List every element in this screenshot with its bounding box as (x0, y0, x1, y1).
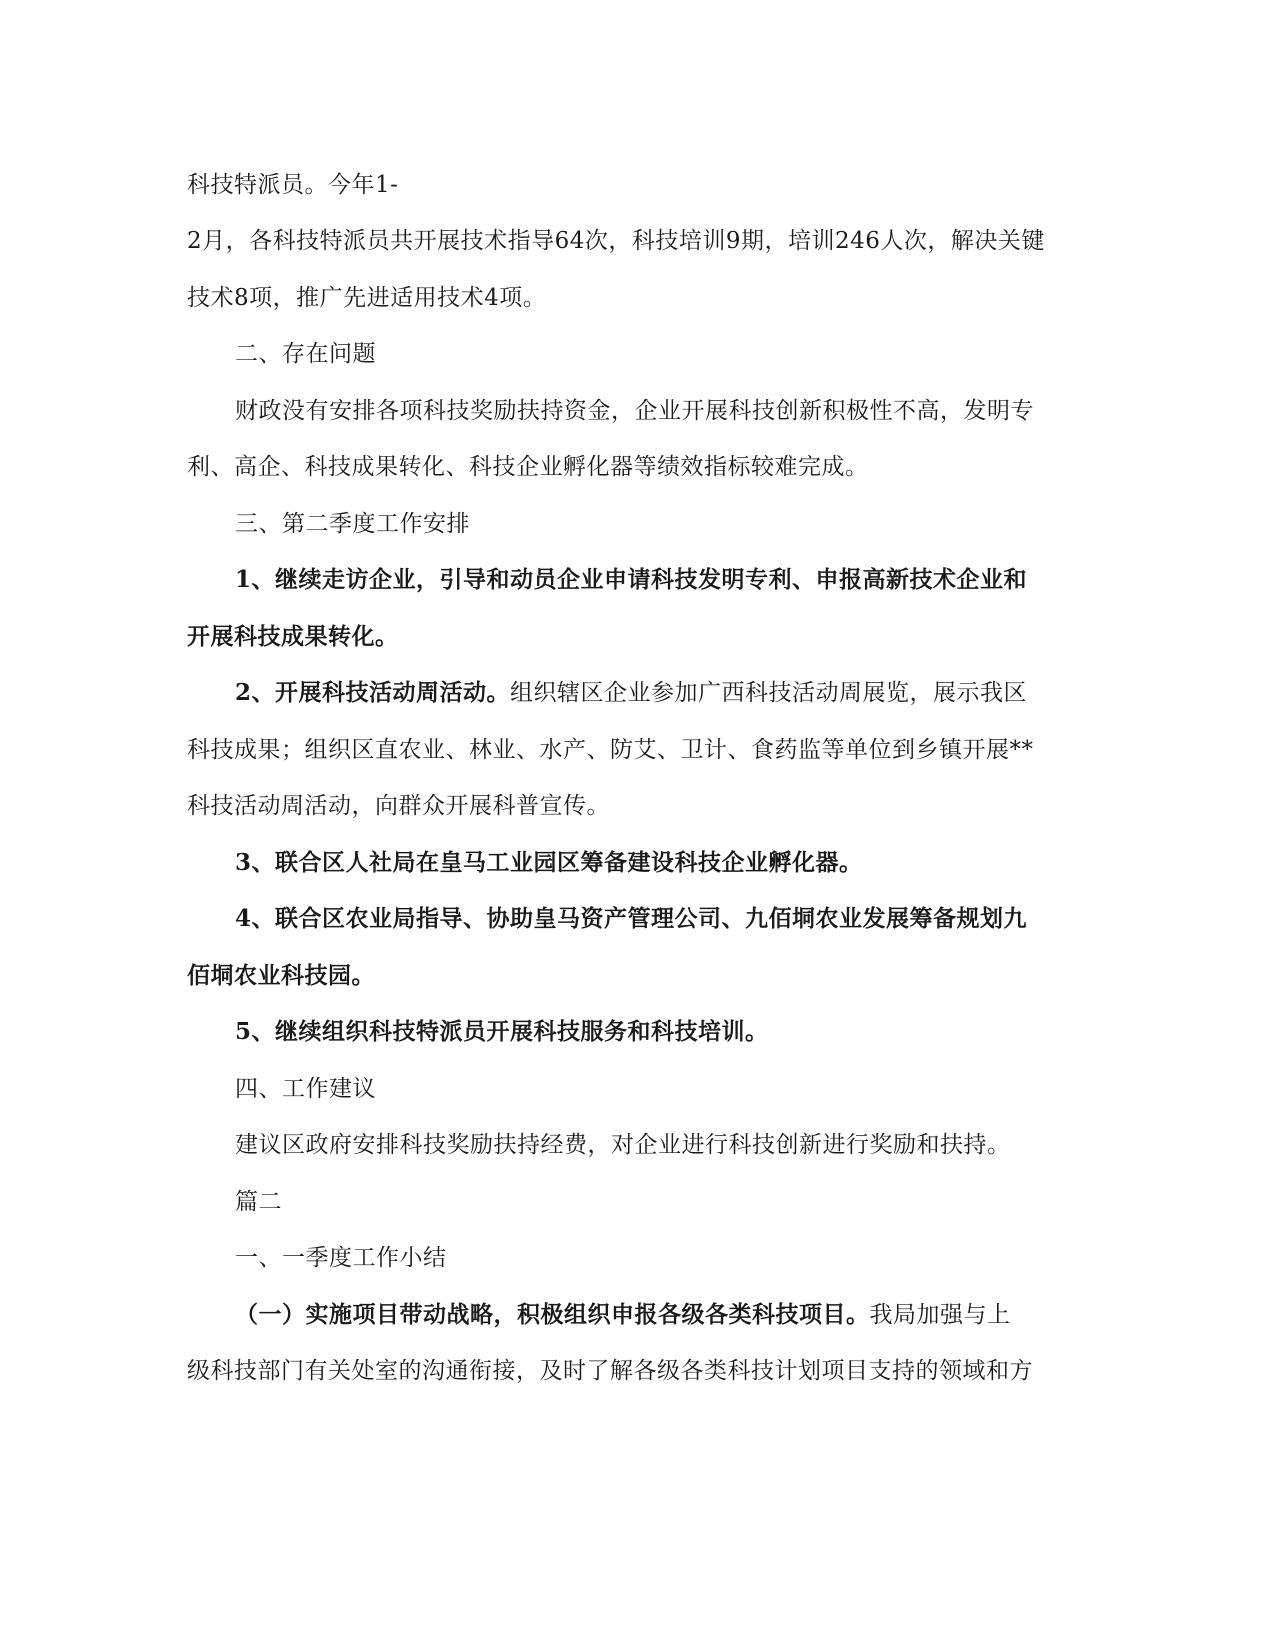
text-line: 建议区政府安排科技奖励扶持经费，对企业进行科技创新进行奖励和扶持。 (235, 1132, 1011, 1158)
text-line: 科技特派员。今年1- (187, 172, 399, 198)
section-heading: 三、第二季度工作安排 (235, 511, 470, 537)
text-line: 技术8项，推广先进适用技术4项。 (187, 285, 547, 311)
bold-lead-text: （一）实施项目带动战略，积极组织申报各级各类科技项目。 (235, 1301, 870, 1328)
section-heading: 二、存在问题 (235, 341, 376, 367)
bold-lead-text: 2、开展科技活动周活动。 (235, 679, 511, 706)
bold-text-line: 佰垌农业科技园。 (187, 962, 375, 989)
text-line: 级科技部门有关处室的沟通衔接，及时了解各级各类科技计划项目支持的领域和方 (187, 1358, 1033, 1384)
continuation-text: 我局加强与上 (869, 1302, 1011, 1328)
bold-text-line: 5、继续组织科技特派员开展科技服务和科技培训。 (235, 1018, 769, 1045)
text-line: 科技成果；组织区直农业、林业、水产、防艾、卫计、食药监等单位到乡镇开展** (187, 737, 1034, 763)
bold-text-line: 1、继续走访企业，引导和动员企业申请科技发明专利、申报高新技术企业和 (235, 566, 1028, 593)
section-heading: 四、工作建议 (235, 1076, 376, 1102)
text-line: 利、高企、科技成果转化、科技企业孵化器等绩效指标较难完成。 (187, 454, 869, 480)
bold-text-line: 3、联合区人社局在皇马工业园区筹备建设科技企业孵化器。 (235, 849, 863, 876)
text-line: 财政没有安排各项科技奖励扶持资金，企业开展科技创新积极性不高，发明专 (235, 398, 1034, 424)
text-line: 科技活动周活动，向群众开展科普宣传。 (187, 793, 610, 819)
section-heading: 一、一季度工作小结 (235, 1245, 447, 1271)
text-line (235, 678, 1135, 708)
text-line: 2月，各科技特派员共开展技术指导64次，科技培训9期，培训246人次，解决关键 (187, 228, 1045, 254)
bold-text-line: 开展科技成果转化。 (187, 623, 399, 650)
text-line (235, 1300, 1135, 1330)
continuation-text: 组织辖区企业参加广西科技活动周展览，展示我区 (510, 680, 1028, 706)
section-heading: 篇二 (235, 1189, 282, 1215)
bold-text-line: 4、联合区农业局指导、协助皇马资产管理公司、九佰垌农业发展筹备规划九 (235, 905, 1028, 932)
